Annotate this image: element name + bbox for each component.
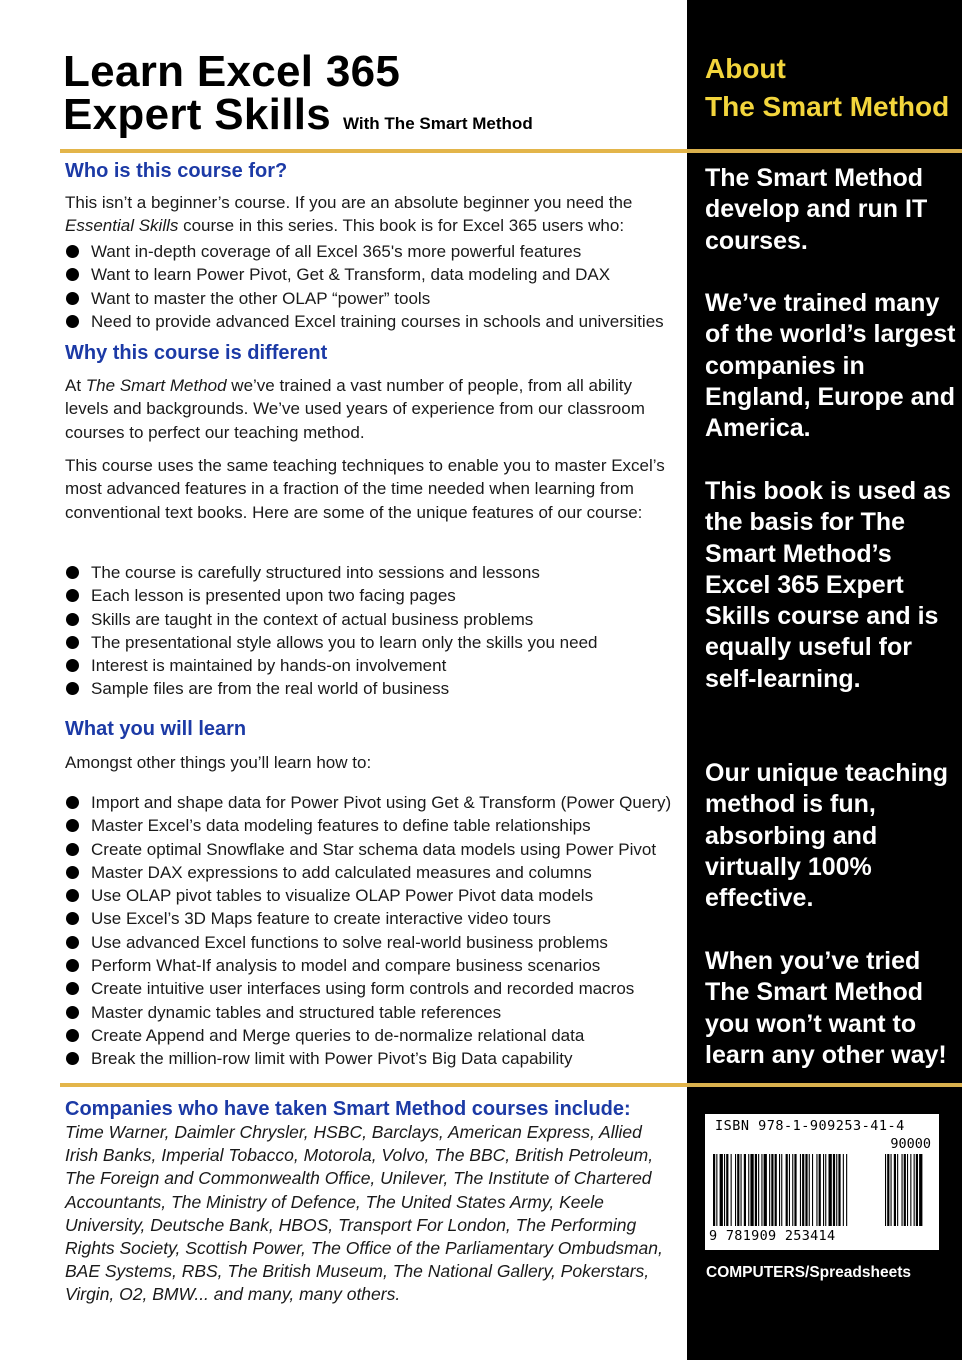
list-item: Create optimal Snowflake and Star schema data models using Power Pivot [65,838,671,861]
about-paragraph-2: We’ve trained many of the world’s largest companies in England, Europe and America. [705,289,956,443]
list-item: Import and shape data for Power Pivot using Get & Transform (Power Query) [65,791,671,814]
list-item: Sample files are from the real world of business [65,677,598,700]
book-title [63,47,533,145]
why-paragraph-2: This course uses the same teaching techniques to enable you to master Excel’s most advanced features in a fraction of the time needed when learning from conventional text books. Here are some of the unique features of our course: [65,456,665,522]
isbn-number: ISBN 978-1-909253-41-4 [715,1118,905,1134]
list-item: Use advanced Excel functions to solve real-world business problems [65,931,671,954]
list-item: Create Append and Merge queries to de-normalize relational data [65,1024,671,1047]
category-label: COMPUTERS/Spreadsheets [706,1264,911,1281]
who-bullet-list [65,240,664,333]
why-bullet-list [65,561,598,701]
list-item: Create intuitive user interfaces using form controls and recorded macros [65,977,671,1000]
about-line-2: The Smart Method [705,91,950,122]
heading-who: Who is this course for? [65,160,288,182]
isbn-barcode [705,1114,939,1250]
barcode-digits: 9 781909 253414 [709,1228,836,1244]
about-line-1: About [705,53,786,84]
why-paragraph-1: At The Smart Method we’ve trained a vast number of people, from all ability levels and backgrounds. We’ve used years of experience from our classroom courses to perfect our teaching method. [65,376,645,442]
list-item: Want in-depth coverage of all Excel 365's more powerful features [65,240,664,263]
list-item: Use Excel’s 3D Maps feature to create interactive video tours [65,907,671,930]
about-paragraph-1: The Smart Method develop and run IT courses. [705,164,928,255]
list-item: Interest is maintained by hands-on involvement [65,654,598,677]
title-line-2: Expert Skills [63,90,332,139]
list-item: Master Excel’s data modeling features to define table relationships [65,814,671,837]
about-paragraph-4: Our unique teaching method is fun, absorbing and virtually 100% effective. [705,759,949,913]
heading-learn: What you will learn [65,718,247,740]
essential-skills-title: Essential Skills [65,216,179,236]
gold-divider-top-left [60,149,687,153]
price-addon-code: 90000 [890,1136,931,1152]
heading-why: Why this course is different [65,342,328,364]
smart-method-name: The Smart Method [85,376,227,395]
list-item: Want to learn Power Pivot, Get & Transform, data modeling and DAX [65,263,664,286]
list-item: Use OLAP pivot tables to visualize OLAP Power Pivot data models [65,884,671,907]
list-item: Break the million-row limit with Power Pivot’s Big Data capability [65,1047,671,1070]
list-item: Need to provide advanced Excel training courses in schools and universities [65,310,664,333]
gold-divider-bottom-right [687,1083,962,1087]
learn-intro: Amongst other things you’ll learn how to: [65,753,372,772]
title-subtitle: With The Smart Method [343,114,533,133]
list-item: Perform What-If analysis to model and compare business scenarios [65,954,671,977]
list-item: The course is carefully structured into sessions and lessons [65,561,598,584]
title-line-1: Learn Excel 365 [63,47,401,96]
companies-list: Time Warner, Daimler Chrysler, HSBC, Barclays, American Express, Allied Irish Banks, Imperial Tobacco, Motorola, Volvo, The BBC, British Petroleum, The Foreign and Commonwealth Office, Unilever, The Institute of Chartered Accountants, The Ministry of Defence, The United States Army, Keele University, Deutsche Bank, HBOS, Transport For London, The Performing Rights Society, Scottish Power, The Office of the Parliamentary Ombudsman, BAE Systems, RBS, The British Museum, The National Gallery, Pokerstars, Virgin, O2, BMW... and many, many others. [65,1122,663,1305]
about-heading [705,50,949,126]
about-paragraph-5: When you’ve tried The Smart Method you won’t want to learn any other way! [705,947,947,1069]
list-item: Master DAX expressions to add calculated measures and columns [65,861,671,884]
list-item: Want to master the other OLAP “power” tools [65,287,664,310]
learn-bullet-list [65,791,671,1071]
who-intro: This isn’t a beginner’s course. If you are an absolute beginner you need the Essential Skills course in this series. This book is for Excel 365 users who: [65,193,633,236]
about-paragraph-3: This book is used as the basis for The Smart Method’s Excel 365 Expert Skills course and is equally useful for self-learning. [705,477,951,693]
list-item: Skills are taught in the context of actual business problems [65,608,598,631]
gold-divider-bottom-left [60,1083,687,1087]
list-item: The presentational style allows you to learn only the skills you need [65,631,598,654]
list-item: Master dynamic tables and structured table references [65,1001,671,1024]
list-item: Each lesson is presented upon two facing pages [65,584,598,607]
barcode-bars-icon [713,1154,931,1226]
heading-companies: Companies who have taken Smart Method courses include: [65,1098,631,1120]
gold-divider-top-right [687,149,962,153]
